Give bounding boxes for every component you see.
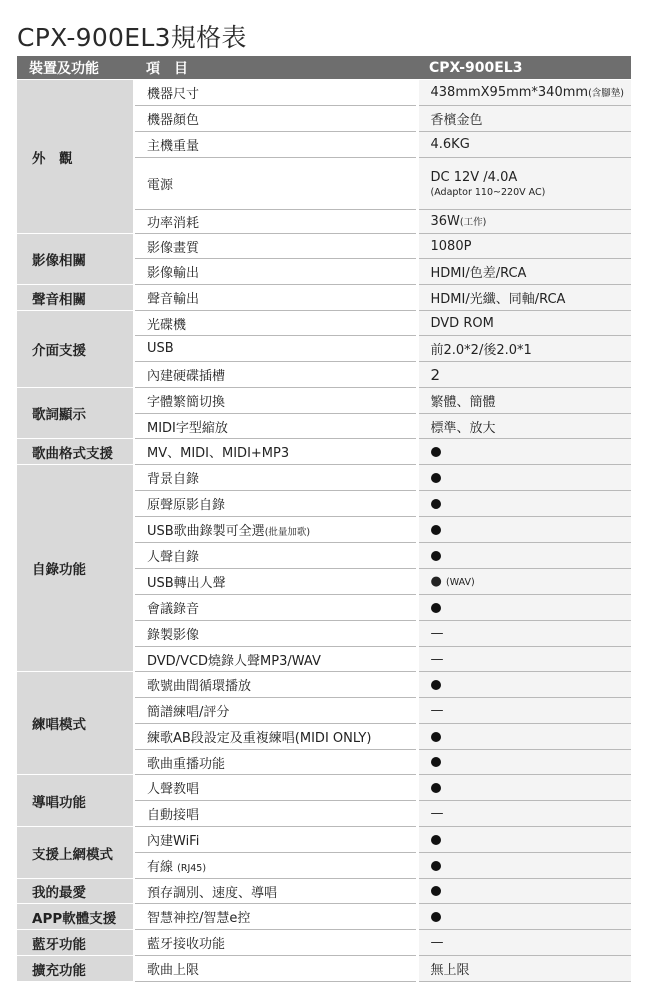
value-cell: 繁體、簡體	[417, 388, 631, 414]
table-row	[17, 234, 631, 259]
table-row	[17, 465, 631, 491]
supported-dot-icon	[431, 499, 441, 509]
table-row	[17, 80, 631, 106]
value-cell	[417, 904, 631, 930]
value-cell	[417, 543, 631, 569]
supported-dot-icon	[431, 732, 441, 742]
value-cell: 標準、放大	[417, 414, 631, 439]
value-cell	[417, 80, 631, 106]
item-cell: 簡譜練唱/評分	[134, 698, 417, 724]
category-interface: 介面支援	[17, 311, 134, 388]
category-audio: 聲音相關	[17, 285, 134, 311]
item-cell: 內建WiFi	[134, 827, 417, 853]
value-cell	[417, 517, 631, 543]
value-cell	[417, 491, 631, 517]
table-row	[17, 956, 631, 982]
item-text: USB歌曲錄製可全選	[147, 524, 265, 539]
value-cell	[417, 465, 631, 491]
value-cell: —	[417, 647, 631, 672]
item-cell: MIDI字型縮放	[134, 414, 417, 439]
item-cell: 機器顏色	[134, 106, 417, 132]
value-cell	[417, 879, 631, 904]
category-practice: 練唱模式	[17, 672, 134, 775]
supported-dot-icon	[431, 603, 441, 613]
item-cell: 背景自錄	[134, 465, 417, 491]
item-cell: DVD/VCD燒錄人聲MP3/WAV	[134, 647, 417, 672]
header-category: 裝置及功能	[17, 56, 134, 80]
value-cell	[417, 724, 631, 750]
table-row	[17, 930, 631, 956]
category-guide: 導唱功能	[17, 775, 134, 827]
supported-dot-icon	[431, 835, 441, 845]
item-cell: 機器尺寸	[134, 80, 417, 106]
table-row	[17, 827, 631, 853]
supported-dot-icon	[431, 861, 441, 871]
item-cell: 影像畫質	[134, 234, 417, 259]
item-cell: 歌號曲間循環播放	[134, 672, 417, 698]
value-cell: 1080P	[417, 234, 631, 259]
category-bluetooth: 藍牙功能	[17, 930, 134, 956]
supported-dot-icon	[431, 473, 441, 483]
table-row	[17, 775, 631, 801]
item-note: (RJ45)	[177, 863, 207, 874]
value-cell	[417, 595, 631, 621]
item-cell: MV、MIDI、MIDI+MP3	[134, 439, 417, 465]
item-cell: 歌曲重播功能	[134, 750, 417, 775]
value-cell	[417, 210, 631, 234]
item-cell: 自動接唱	[134, 801, 417, 827]
value-cell	[417, 158, 631, 210]
item-cell: USB轉出人聲	[134, 569, 417, 595]
category-favorite: 我的最愛	[17, 879, 134, 904]
item-cell: 會議錄音	[134, 595, 417, 621]
item-cell	[134, 853, 417, 879]
item-cell: 字體繁簡切換	[134, 388, 417, 414]
value-cell: 無上限	[417, 956, 631, 982]
item-cell: 智慧神控/智慧e控	[134, 904, 417, 930]
value-cell	[417, 775, 631, 801]
item-cell: 練歌AB段設定及重複練唱(MIDI ONLY)	[134, 724, 417, 750]
item-cell: 影像輸出	[134, 259, 417, 285]
item-cell: 電源	[134, 158, 417, 210]
value-cell: 2	[417, 362, 631, 388]
value-cell: HDMI/光纖、同軸/RCA	[417, 285, 631, 311]
value-note: (WAV)	[445, 577, 475, 588]
category-app: APP軟體支援	[17, 904, 134, 930]
item-cell: 功率消耗	[134, 210, 417, 234]
item-cell: 主機重量	[134, 132, 417, 158]
item-cell: 錄製影像	[134, 621, 417, 647]
item-note: (批量加歌)	[264, 527, 311, 538]
header-model: CPX-900EL3	[417, 56, 631, 80]
category-lyrics: 歌詞顯示	[17, 388, 134, 439]
item-cell: 藍牙接收功能	[134, 930, 417, 956]
supported-dot-icon	[431, 551, 441, 561]
value-cell: HDMI/色差/RCA	[417, 259, 631, 285]
value-cell: —	[417, 698, 631, 724]
category-song-format: 歌曲格式支援	[17, 439, 134, 465]
supported-dot-icon	[431, 447, 441, 457]
category-video: 影像相關	[17, 234, 134, 285]
value-text: 36W	[430, 214, 460, 229]
value-cell	[417, 439, 631, 465]
header-row	[17, 56, 631, 80]
item-text: 有線	[147, 860, 174, 875]
value-cell	[417, 569, 631, 595]
value-cell	[417, 750, 631, 775]
supported-dot-icon	[431, 783, 441, 793]
item-cell: 歌曲上限	[134, 956, 417, 982]
header-item: 項 目	[134, 56, 417, 80]
value-cell	[417, 853, 631, 879]
supported-dot-icon	[431, 525, 441, 535]
value-text: ●	[430, 574, 442, 589]
value-cell: —	[417, 930, 631, 956]
value-text: 438mmX95mm*340mm	[430, 85, 589, 100]
table-row	[17, 285, 631, 311]
value-cell: 前2.0*2/後2.0*1	[417, 336, 631, 362]
category-expansion: 擴充功能	[17, 956, 134, 982]
item-cell: 原聲原影自錄	[134, 491, 417, 517]
spec-table	[17, 56, 631, 982]
table-row	[17, 439, 631, 465]
value-text: DC 12V /4.0A	[430, 169, 518, 185]
item-cell: USB	[134, 336, 417, 362]
value-cell: —	[417, 621, 631, 647]
item-cell: 預存調別、速度、導唱	[134, 879, 417, 904]
category-online: 支援上網模式	[17, 827, 134, 879]
value-note: (Adaptor 110~220V AC)	[430, 186, 546, 198]
category-appearance: 外 觀	[17, 80, 134, 234]
value-cell: DVD ROM	[417, 311, 631, 336]
table-row	[17, 672, 631, 698]
item-cell	[134, 517, 417, 543]
supported-dot-icon	[431, 680, 441, 690]
supported-dot-icon	[431, 912, 441, 922]
value-cell	[417, 827, 631, 853]
table-row	[17, 879, 631, 904]
item-cell: 人聲教唱	[134, 775, 417, 801]
value-note: (工作)	[459, 217, 487, 228]
supported-dot-icon	[431, 886, 441, 896]
value-cell: 4.6KG	[417, 132, 631, 158]
table-row	[17, 311, 631, 336]
page-title: CPX-900EL3規格表	[17, 23, 247, 52]
value-cell: —	[417, 801, 631, 827]
item-cell: 聲音輸出	[134, 285, 417, 311]
value-note: (含腳墊)	[588, 88, 624, 99]
item-cell: 內建硬碟插槽	[134, 362, 417, 388]
item-cell: 光碟機	[134, 311, 417, 336]
table-row	[17, 904, 631, 930]
category-self-record: 自錄功能	[17, 465, 134, 672]
supported-dot-icon	[431, 757, 441, 767]
table-row	[17, 388, 631, 414]
value-cell: 香檳金色	[417, 106, 631, 132]
item-cell: 人聲自錄	[134, 543, 417, 569]
value-cell	[417, 672, 631, 698]
